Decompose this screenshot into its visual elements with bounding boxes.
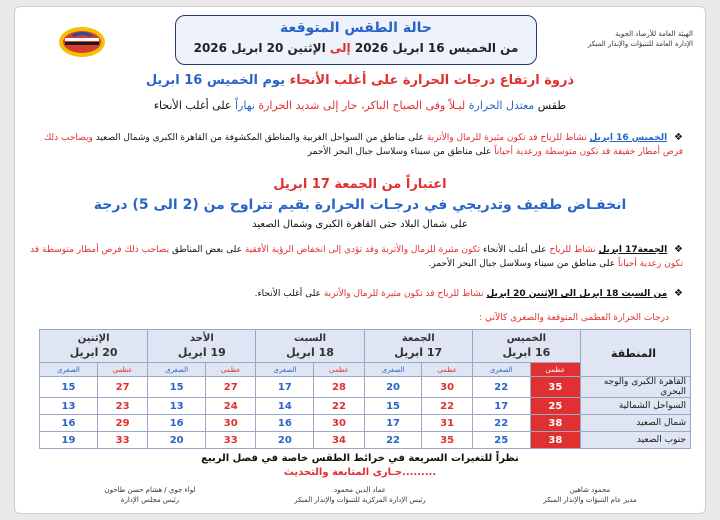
signature-block bbox=[275, 485, 445, 505]
min-label: الصغرى bbox=[472, 363, 530, 377]
section2-subheading: انخفـاض طفيف وتدريجي في درجـات الحرارة بقيم تتراوح من (2 الى 5) درجة bbox=[93, 197, 627, 213]
min-temp: 20 bbox=[148, 432, 206, 449]
signatory-name: محمود شاهين bbox=[569, 486, 611, 494]
max-temp: 27 bbox=[206, 377, 256, 398]
min-label: الصغرى bbox=[148, 363, 206, 377]
section2-subline: على شمال البلاد حتى القاهرة الكبرى وشمال الصعيد bbox=[252, 219, 468, 230]
bullet-day: الجمعة17 ابريل bbox=[598, 245, 668, 255]
title-box bbox=[175, 15, 537, 65]
max-label: عظمى bbox=[314, 363, 364, 377]
min-temp: 16 bbox=[40, 415, 98, 432]
max-temp: 35 bbox=[530, 377, 580, 398]
max-label: عظمى bbox=[206, 363, 256, 377]
max-temp: 38 bbox=[530, 432, 580, 449]
min-temp: 15 bbox=[40, 377, 98, 398]
day-name: الخميس bbox=[506, 333, 547, 344]
signature-block bbox=[75, 485, 225, 505]
day-date: 17 ابريل bbox=[394, 346, 443, 359]
headline-day: يوم الخميس 16 ابريل bbox=[145, 73, 286, 88]
signatory-title: مدير عام التنبؤات والإنذار المبكر bbox=[543, 496, 637, 504]
summary-text: نهاراً bbox=[235, 99, 255, 112]
section2-heading: اعتباراً من الجمعة 17 ابريل bbox=[273, 177, 447, 192]
max-temp: 35 bbox=[422, 432, 472, 449]
temperature-table bbox=[39, 329, 691, 449]
diamond-bullet-icon: ❖ bbox=[674, 288, 683, 299]
day-name: الإثنين bbox=[77, 333, 110, 344]
day-date: 20 ابريل bbox=[69, 346, 118, 359]
min-temp: 22 bbox=[364, 432, 422, 449]
min-temp: 17 bbox=[256, 377, 314, 398]
summary-text: ليـلاً وفى الصباح الباكر، bbox=[360, 99, 466, 112]
bullet-text: على مناطق من سيناء وسلاسل جبال البحر الأحمر. bbox=[428, 259, 616, 269]
summary-text: طقس bbox=[537, 99, 567, 112]
min-temp: 25 bbox=[472, 432, 530, 449]
footer-note: نظراً للتغيرات السريعة في خرائط الطقس خاصة في فصل الربيع bbox=[201, 453, 519, 464]
signatory-name: عماد الدين محمود bbox=[333, 486, 386, 494]
table-row bbox=[40, 398, 691, 415]
day-header bbox=[40, 330, 148, 363]
min-temp: 13 bbox=[148, 398, 206, 415]
bullet-text: يصاحب ذلك فرص أمطار متوسطة قد تكون رعدية أحياناً bbox=[30, 245, 683, 269]
headline bbox=[15, 73, 705, 88]
day-header bbox=[472, 330, 580, 363]
bullet-friday bbox=[29, 243, 683, 271]
max-temp: 31 bbox=[422, 415, 472, 432]
signatory-title: رئيس الإدارة المركزية للتنبؤات والإنذار المبكر bbox=[294, 496, 426, 504]
org-line-2: الإدارة العامة للتنبؤات والإنذار المبكر bbox=[587, 40, 693, 48]
day-date: 19 ابريل bbox=[177, 346, 226, 359]
region-name: شمال الصعيد bbox=[581, 415, 691, 432]
min-temp: 17 bbox=[364, 415, 422, 432]
min-label: الصغرى bbox=[256, 363, 314, 377]
max-temp: 30 bbox=[422, 377, 472, 398]
max-temp: 23 bbox=[97, 398, 147, 415]
bullet-text: نشاط للرياح قد تكون مثيرة للرمال والأتربة bbox=[323, 289, 484, 299]
bullet-text: على مناطق من سيناء وسلاسل جبال البحر الأحمر bbox=[307, 147, 492, 157]
day-name: الجمعة bbox=[401, 333, 435, 344]
table-caption: درجات الحرارة العظمى المتوقعة والصغرى كالآتي : bbox=[479, 313, 669, 323]
day-header bbox=[364, 330, 472, 363]
day-name: الأحد bbox=[189, 333, 214, 344]
bullet-text: على مناطق من السواحل الغربية والمناطق المكشوفة من القاهرة الكبرى وشمال الصعيد bbox=[95, 133, 424, 143]
forecast-period bbox=[176, 41, 536, 55]
max-label: عظمى bbox=[530, 363, 580, 377]
headline-part-1: ذروة ارتفاع درجات الحرارة على أغلب الأنحاء bbox=[289, 73, 575, 88]
signature-block bbox=[515, 485, 665, 505]
bullet-day: من السبت 18 ابريل الى الإثنين 20 ابريل bbox=[486, 289, 668, 299]
max-temp: 22 bbox=[314, 398, 364, 415]
max-temp: 38 bbox=[530, 415, 580, 432]
min-temp: 15 bbox=[148, 377, 206, 398]
max-temp: 33 bbox=[206, 432, 256, 449]
max-temp: 29 bbox=[97, 415, 147, 432]
region-header: المنطقة bbox=[581, 330, 691, 377]
org-line-1: الهيئة العامة للأرصاد الجوية bbox=[615, 30, 693, 38]
page-title: حالة الطقس المتوقعة bbox=[280, 20, 432, 36]
max-temp: 24 bbox=[206, 398, 256, 415]
period-from: من الخميس 16 ابريل 2026 bbox=[354, 41, 519, 55]
day-header bbox=[256, 330, 364, 363]
ema-logo-icon bbox=[57, 25, 107, 59]
summary-text: معتدل الحرارة bbox=[468, 99, 535, 112]
max-temp: 22 bbox=[422, 398, 472, 415]
organization-name bbox=[543, 29, 693, 49]
table-row bbox=[40, 432, 691, 449]
min-temp: 16 bbox=[256, 415, 314, 432]
bullet-text: تكون مثيرة للرمال والأتربة وقد تؤدي إلى انخفاض الرؤية الأفقية bbox=[244, 245, 481, 255]
day-name: السبت bbox=[294, 333, 327, 344]
bullet-day: الخميس 16 ابريل bbox=[589, 133, 668, 143]
diamond-bullet-icon: ❖ bbox=[674, 244, 683, 255]
period-to-word: إلى bbox=[329, 41, 351, 55]
max-temp: 33 bbox=[97, 432, 147, 449]
region-name: جنوب الصعيد bbox=[581, 432, 691, 449]
min-temp: 14 bbox=[256, 398, 314, 415]
min-temp: 22 bbox=[472, 415, 530, 432]
bullet-text: نشاط للرياح bbox=[549, 245, 596, 255]
diamond-bullet-icon: ❖ bbox=[674, 132, 683, 143]
bullet-weekend bbox=[29, 287, 683, 301]
max-label: عظمى bbox=[97, 363, 147, 377]
day-date: 16 ابريل bbox=[502, 346, 551, 359]
table-row bbox=[40, 377, 691, 398]
min-label: الصغرى bbox=[40, 363, 98, 377]
min-temp: 22 bbox=[472, 377, 530, 398]
max-temp: 30 bbox=[314, 415, 364, 432]
footer-update: .........جـارى المتابعة والتحديث bbox=[283, 467, 437, 478]
min-temp: 17 bbox=[472, 398, 530, 415]
min-temp: 20 bbox=[256, 432, 314, 449]
signatory-title: رئيس مجلس الإدارة bbox=[120, 496, 180, 504]
signatory-name: لواء جوي / هشام حسن طاحون bbox=[104, 486, 196, 494]
table-row bbox=[40, 415, 691, 432]
forecast-sheet bbox=[14, 6, 706, 514]
bullet-text: نشاط للرياح قد تكون مثيرة للرمال والأتربة bbox=[426, 133, 587, 143]
max-temp: 30 bbox=[206, 415, 256, 432]
max-temp: 28 bbox=[314, 377, 364, 398]
region-name: السواحل الشمالية bbox=[581, 398, 691, 415]
min-temp: 16 bbox=[148, 415, 206, 432]
bullet-text: على بعض المناطق bbox=[171, 245, 243, 255]
max-temp: 34 bbox=[314, 432, 364, 449]
bullet-thursday bbox=[29, 131, 683, 159]
min-label: الصغرى bbox=[364, 363, 422, 377]
bullet-text: ويصاحب ذلك فرص أمطار خفيفة قد تكون متوسطة ورعدية أحياناً bbox=[43, 133, 683, 157]
general-summary bbox=[15, 99, 705, 112]
min-temp: 15 bbox=[364, 398, 422, 415]
min-temp: 20 bbox=[364, 377, 422, 398]
day-header bbox=[148, 330, 256, 363]
period-to: الإثنين 20 ابريل 2026 bbox=[193, 41, 326, 55]
bullet-text: على أغلب الأنحاء. bbox=[254, 289, 321, 299]
max-temp: 27 bbox=[97, 377, 147, 398]
min-temp: 13 bbox=[40, 398, 98, 415]
summary-text: حار إلى شديد الحرارة bbox=[258, 99, 358, 112]
day-date: 18 ابريل bbox=[286, 346, 334, 359]
table-header-row bbox=[40, 330, 691, 363]
max-label: عظمى bbox=[422, 363, 472, 377]
region-name: القاهرة الكبرى والوجه البحري bbox=[581, 377, 691, 398]
bullet-text: على أغلب الأنحاء bbox=[482, 245, 547, 255]
min-temp: 19 bbox=[40, 432, 98, 449]
max-temp: 25 bbox=[530, 398, 580, 415]
summary-text: على أغلب الأنحاء bbox=[153, 99, 232, 112]
